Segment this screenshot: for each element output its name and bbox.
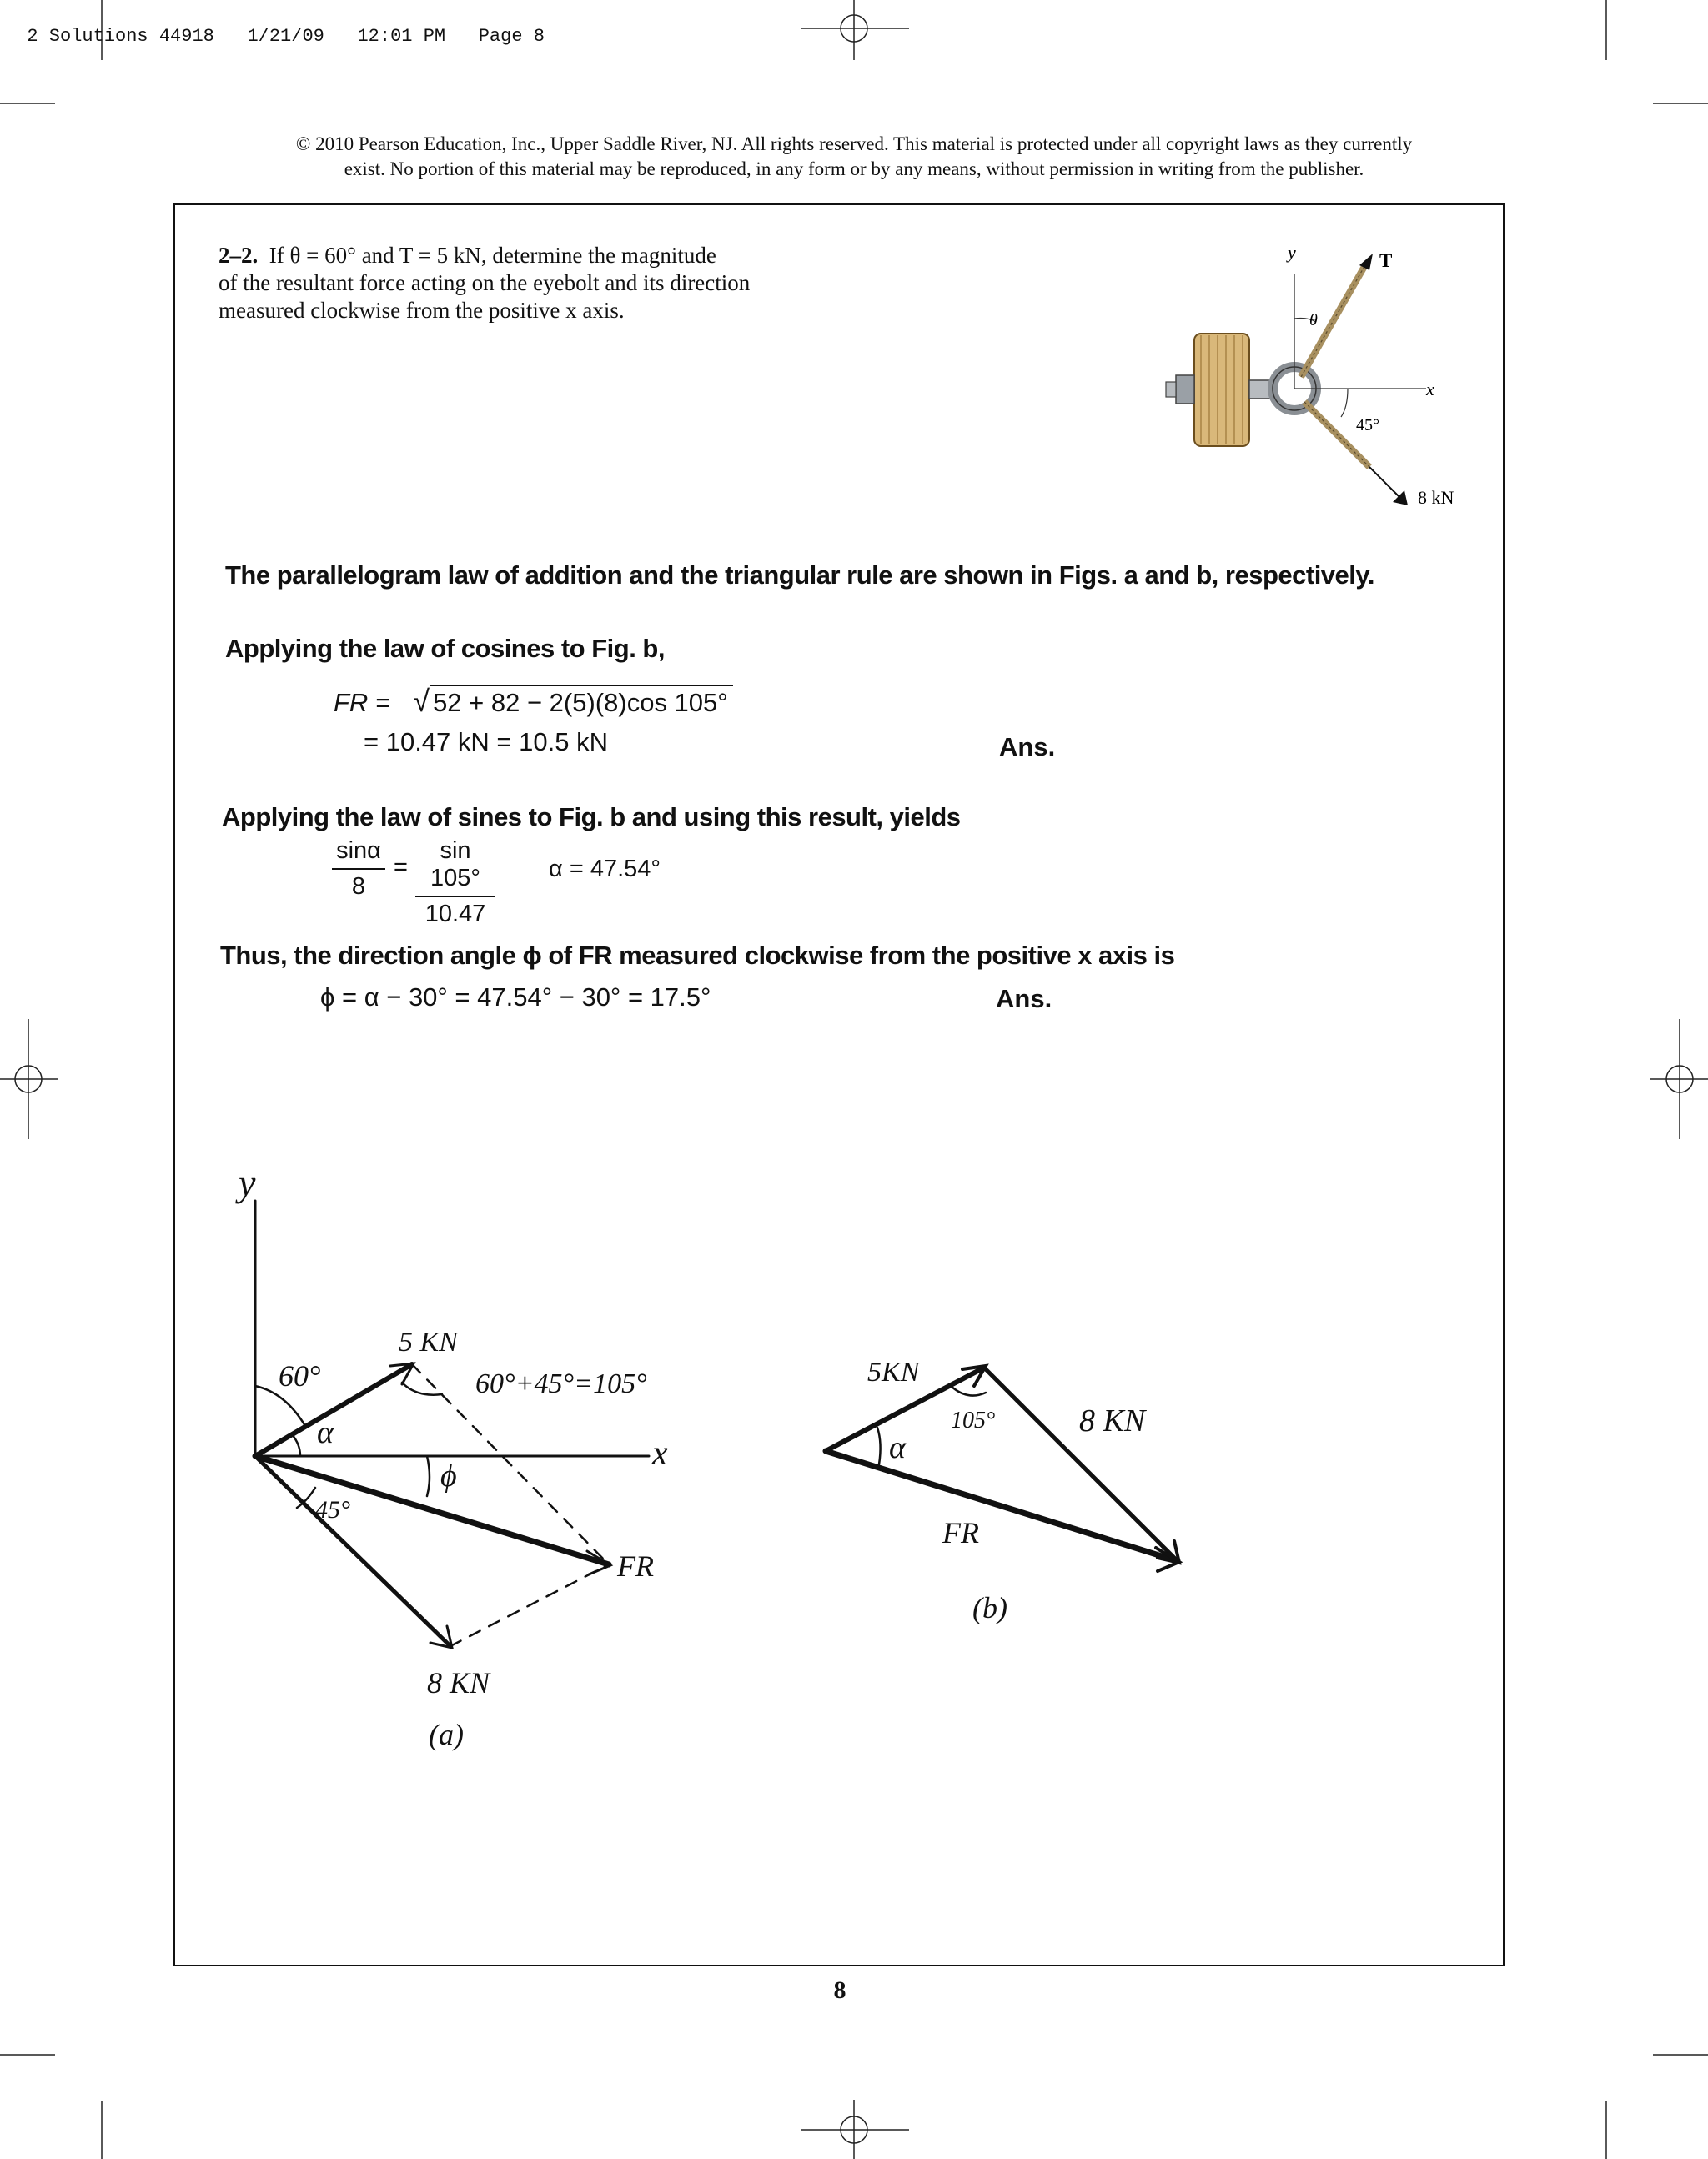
sketch-b-8kn: 8 KN [1079, 1403, 1146, 1438]
sketch-a-sum: 60°+45°=105° [475, 1368, 647, 1399]
sin-den-left: 8 [351, 873, 366, 900]
problem-number: 2–2. [219, 243, 259, 268]
direction-heading: Thus, the direction angle ϕ of FR measured clockwise from the positive x axis is [220, 941, 1175, 970]
nut [1176, 375, 1194, 404]
cosine-heading: Applying the law of cosines to Fig. b, [225, 634, 665, 663]
print-header [5, 5, 545, 47]
problem-statement [219, 242, 802, 324]
sketch-a-parallelogram [217, 1151, 767, 1768]
copyright-line-2: exist. No portion of this material may be reproduced, in any form or by any means, without permission in writing from the publisher. [344, 158, 1364, 179]
sketch-b-caption: (b) [972, 1591, 1007, 1624]
sine-heading: Applying the law of sines to Fig. b and using this result, yields [222, 802, 961, 831]
sqrt-sign: √ [413, 684, 430, 718]
sketch-a-phi: ϕ [440, 1459, 457, 1494]
problem-line-2: of the resultant force acting on the eyebolt and its direction [219, 270, 751, 295]
wood-block [1194, 334, 1249, 446]
print-time: 12:01 PM [357, 26, 446, 47]
alpha-result: α = 47.54° [549, 856, 661, 882]
page-number: 8 [833, 1976, 846, 2004]
sin-num-right: sin 105° [415, 837, 495, 897]
sin-num-left: sinα [332, 837, 385, 870]
fr-lhs: FR = [334, 688, 391, 717]
sketch-b-5kn: 5KN [867, 1357, 920, 1388]
sketch-a-60: 60° [279, 1359, 321, 1393]
fig-8kN-label: 8 kN [1418, 487, 1454, 508]
sketch-a-y: y [239, 1162, 256, 1204]
sketch-b-alpha: α [889, 1430, 906, 1465]
sketch-a-45: 45° [315, 1496, 350, 1524]
sin-den-right: 10.47 [424, 901, 486, 927]
fr-rhs: 52 + 82 − 2(5)(8)cos 105° [430, 685, 733, 717]
fig-T-label: T [1379, 250, 1393, 271]
sketch-b-triangle [801, 1334, 1234, 1651]
eyebolt-figure [1151, 242, 1468, 517]
answer-1: Ans. [999, 732, 1056, 761]
sketch-a-8kn: 8 KN [427, 1666, 490, 1700]
fig-theta-label: θ [1309, 311, 1318, 329]
problem-line-1: If θ = 60° and T = 5 kN, determine the magnitude [269, 243, 716, 268]
phi-result: ϕ = α − 30° = 47.54° − 30° = 17.5° [320, 982, 711, 1012]
copyright-notice [0, 132, 1708, 182]
print-job: 2 Solutions 44918 [27, 26, 214, 47]
fig-y-label: y [1288, 242, 1296, 263]
sketch-b-fr: FR [942, 1516, 979, 1549]
print-page: Page 8 [478, 26, 545, 47]
print-date: 1/21/09 [247, 26, 324, 47]
sketch-b-105: 105° [951, 1408, 996, 1433]
problem-line-3: measured clockwise from the positive x axis. [219, 298, 625, 323]
sketch-a-alpha: α [317, 1415, 334, 1450]
sketch-a-5kn: 5 KN [399, 1327, 458, 1358]
solution-intro: The parallelogram law of addition and the triangular rule are shown in Figs. a and b, respectively. [225, 560, 1374, 590]
copyright-line-1: © 2010 Pearson Education, Inc., Upper Saddle River, NJ. All rights reserved. This material is protected under all copyright laws as they currently [295, 133, 1413, 154]
sketch-a-x: x [652, 1434, 668, 1473]
sketch-a-caption: (a) [429, 1718, 464, 1751]
fig-x-label: x [1426, 379, 1434, 399]
fr-equation [334, 684, 733, 719]
fr-result: = 10.47 kN = 10.5 kN [364, 727, 608, 756]
sin-equals: = [394, 854, 408, 881]
answer-2: Ans. [996, 984, 1052, 1013]
fig-45-label: 45° [1356, 416, 1379, 434]
sketch-a-fr: FR [617, 1549, 654, 1583]
